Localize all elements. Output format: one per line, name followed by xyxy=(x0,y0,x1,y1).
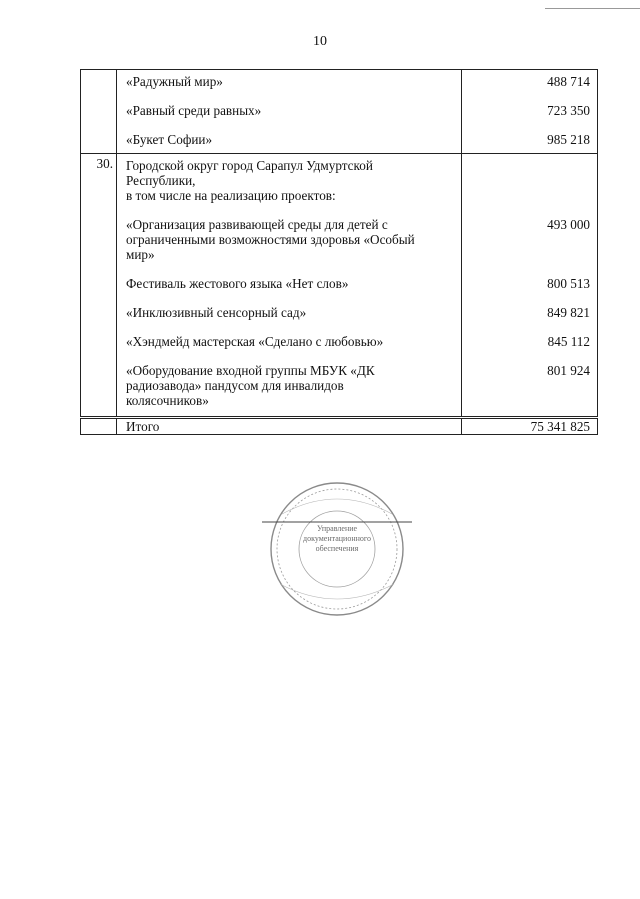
project-name-cell xyxy=(117,154,462,418)
project-name: «Равный среди равных» xyxy=(126,103,262,118)
municipality-heading: в том числе на реализацию проектов: xyxy=(126,188,336,203)
project-name: «Оборудование входной группы МБУК «ДК xyxy=(126,363,375,378)
table-row xyxy=(81,154,598,418)
project-amount: 845 112 xyxy=(547,334,590,349)
project-name: «Радужный мир» xyxy=(126,74,223,89)
official-seal-stamp xyxy=(262,474,412,624)
amount-cell xyxy=(462,154,598,418)
stamp-text: обеспечения xyxy=(315,544,359,553)
stamp-text: документационного xyxy=(303,534,371,543)
project-amount: 849 821 xyxy=(547,305,590,320)
project-amount: 800 513 xyxy=(547,276,590,291)
project-name: Фестиваль жестового языка «Нет слов» xyxy=(126,276,349,291)
project-name: «Инклюзивный сенсорный сад» xyxy=(126,305,307,320)
project-name: мир» xyxy=(126,247,155,262)
total-label: Итого xyxy=(126,419,160,434)
project-name-cell xyxy=(117,70,462,154)
project-amount: 493 000 xyxy=(547,217,590,232)
project-name: ограниченными возможностями здоровья «Особый xyxy=(126,232,415,247)
project-amount: 985 218 xyxy=(547,132,590,147)
allocation-table xyxy=(80,69,598,435)
total-row xyxy=(81,418,598,435)
project-name: радиозавода» пандусом для инвалидов xyxy=(126,378,344,393)
project-amount: 801 924 xyxy=(547,363,590,378)
corner-rule xyxy=(545,8,640,9)
table-row xyxy=(81,70,598,154)
project-amount: 488 714 xyxy=(547,74,590,89)
project-amount: 723 350 xyxy=(547,103,590,118)
total-label-cell xyxy=(117,418,462,435)
page-number: 10 xyxy=(313,34,327,49)
row-number-cell xyxy=(81,154,117,418)
total-amount-cell xyxy=(462,418,598,435)
row-number-cell xyxy=(81,70,117,154)
total-amount: 75 341 825 xyxy=(530,419,590,434)
municipality-heading: Городской округ город Сарапул Удмуртской xyxy=(126,158,373,173)
project-name: «Организация развивающей среды для детей с xyxy=(126,217,388,232)
municipality-heading: Республики, xyxy=(126,173,196,188)
project-name: колясочников» xyxy=(126,393,209,408)
row-number: 30. xyxy=(96,156,113,171)
project-name: «Букет Софии» xyxy=(126,132,213,147)
stamp-text: Управление xyxy=(316,524,358,533)
amount-cell xyxy=(462,70,598,154)
project-name: «Хэндмейд мастерская «Сделано с любовью» xyxy=(126,334,384,349)
row-number-cell xyxy=(81,418,117,435)
